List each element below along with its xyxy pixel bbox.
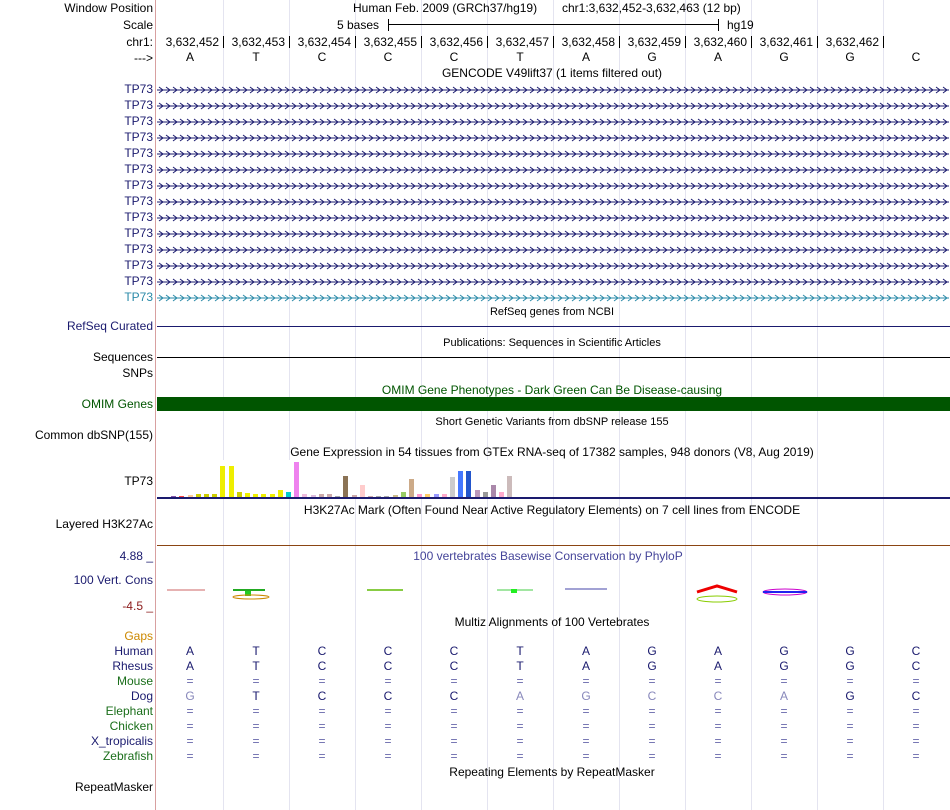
alignment-base: = [384, 704, 392, 718]
gencode-item-label[interactable]: TP73 [124, 242, 153, 256]
alignment-base: A [713, 644, 722, 658]
assembly-title: Human Feb. 2009 (GRCh37/hg19) [353, 1, 538, 15]
alignment-base: T [252, 644, 260, 658]
gencode-item-label[interactable]: TP73 [124, 162, 153, 176]
coord-label: 3,632,456 [429, 35, 483, 49]
alignment-base: = [648, 674, 656, 688]
gencode-item-label[interactable]: TP73 [124, 98, 153, 112]
alignment-base: T [516, 644, 524, 658]
alignment-base: = [846, 749, 854, 763]
scale-bar-right-tick [718, 19, 719, 31]
alignment-base: = [252, 749, 260, 763]
alignment-base: = [648, 749, 656, 763]
label-separator [155, 0, 156, 810]
scale-label: Scale [122, 18, 153, 32]
alignment-base: G [185, 689, 195, 703]
alignment-base: = [384, 674, 392, 688]
transcript-arrows [157, 277, 949, 287]
coord-tick [553, 36, 554, 48]
alignment-base: C [911, 659, 921, 673]
alignment-base: = [318, 704, 326, 718]
refseq-track-title: RefSeq genes from NCBI [489, 306, 615, 318]
reference-base: C [383, 50, 393, 64]
coord-label: 3,632,454 [297, 35, 351, 49]
reference-base: A [581, 50, 590, 64]
coord-label: 3,632,462 [825, 35, 879, 49]
strand-label: ---> [134, 51, 153, 65]
alignment-base: = [648, 704, 656, 718]
coord-label: 3,632,459 [627, 35, 681, 49]
alignment-base: C [449, 644, 459, 658]
alignment-base: = [516, 674, 524, 688]
transcript-arrows [157, 165, 949, 175]
alignment-base: = [912, 734, 920, 748]
alignment-base: = [516, 719, 524, 733]
alignment-base: C [317, 659, 327, 673]
alignment-base: = [186, 674, 194, 688]
gencode-item-label[interactable]: TP73 [124, 178, 153, 192]
gencode-transcript[interactable] [157, 84, 949, 94]
alignment-base: C [383, 659, 393, 673]
alignment-base: = [582, 734, 590, 748]
h3k27ac-track-title: H3K27Ac Mark (Often Found Near Active Regulatory Elements) on 7 cell lines from ENCODE [303, 503, 801, 517]
alignment-base: = [582, 704, 590, 718]
coord-tick [883, 36, 884, 48]
omim-track-title: OMIM Gene Phenotypes - Dark Green Can Be Disease-causing [381, 383, 723, 397]
gtex-tissue-bar[interactable] [229, 466, 234, 498]
rmsk-track-label[interactable]: RepeatMasker [74, 780, 153, 794]
species-label[interactable]: Dog [130, 689, 153, 703]
gencode-transcript[interactable] [157, 148, 949, 158]
coord-tick [751, 36, 752, 48]
alignment-base: C [449, 659, 459, 673]
alignment-base: A [779, 689, 788, 703]
scale-text: 5 bases [337, 18, 380, 32]
cons-track-label[interactable]: 100 Vert. Cons [73, 573, 153, 587]
alignment-base: = [384, 719, 392, 733]
alignment-base: G [845, 644, 855, 658]
alignment-base: = [648, 719, 656, 733]
gtex-gene-line [157, 497, 950, 499]
reference-base: T [516, 50, 524, 64]
h3k27ac-track-label[interactable]: Layered H3K27Ac [55, 517, 153, 531]
reference-base: C [911, 50, 921, 64]
pubs-track-label[interactable]: Sequences [92, 350, 153, 364]
alignment-base: = [318, 674, 326, 688]
alignment-base: = [252, 674, 260, 688]
coord-tick [619, 36, 620, 48]
coord-tick [289, 36, 290, 48]
coord-label: 3,632,460 [693, 35, 747, 49]
gencode-transcript[interactable] [157, 244, 949, 254]
alignment-base: G [581, 689, 591, 703]
scale-bar [388, 24, 718, 25]
alignment-base: G [845, 659, 855, 673]
reference-base: G [779, 50, 789, 64]
pubs-line[interactable] [157, 357, 950, 358]
transcript-arrows [157, 293, 949, 303]
alignment-base: C [647, 689, 657, 703]
gencode-transcript[interactable] [157, 276, 949, 286]
coord-tick [223, 36, 224, 48]
alignment-base: T [252, 659, 260, 673]
reference-base: C [317, 50, 327, 64]
multiz-track-title: Multiz Alignments of 100 Vertebrates [454, 615, 650, 629]
alignment-base: = [846, 719, 854, 733]
transcript-arrows [157, 149, 949, 159]
species-label[interactable]: Rhesus [112, 659, 153, 673]
alignment-base: A [515, 689, 524, 703]
reference-base: C [449, 50, 459, 64]
alignment-base: T [516, 659, 524, 673]
alignment-base: G [647, 644, 657, 658]
gencode-transcript[interactable] [157, 132, 949, 142]
alignment-base: = [780, 704, 788, 718]
transcript-arrows [157, 85, 949, 95]
gtex-tissue-bar[interactable] [409, 479, 414, 498]
alignment-base: = [714, 674, 722, 688]
alignment-base: = [252, 719, 260, 733]
gencode-item-label[interactable]: TP73 [124, 130, 153, 144]
gtex-tissue-bar[interactable] [450, 477, 455, 498]
transcript-arrows [157, 261, 949, 271]
alignment-base: = [714, 734, 722, 748]
alignment-base: = [846, 704, 854, 718]
phylop-score-marks [167, 586, 807, 602]
alignment-base: C [317, 644, 327, 658]
gtex-tissue-bar[interactable] [294, 462, 299, 498]
gencode-item-label[interactable]: TP73 [124, 82, 153, 96]
alignment-base: = [582, 674, 590, 688]
gtex-tissue-bar[interactable] [466, 471, 471, 498]
gencode-track-title: GENCODE V49lift37 (1 items filtered out) [441, 66, 663, 80]
species-label[interactable]: Elephant [105, 704, 153, 718]
transcript-arrows [157, 133, 949, 143]
species-label[interactable]: Human [114, 644, 153, 658]
gtex-track-title: Gene Expression in 54 tissues from GTEx RNA-seq of 17382 samples, 948 donors (V8, Aug 2019) [290, 445, 814, 459]
alignment-base: T [252, 689, 260, 703]
alignment-base: = [384, 749, 392, 763]
alignment-base: C [449, 689, 459, 703]
coord-label: 3,632,452 [165, 35, 219, 49]
gencode-item-label[interactable]: TP73 [124, 114, 153, 128]
cons-min-label: -4.5 _ [122, 599, 153, 613]
alignment-base: G [779, 644, 789, 658]
coord-tick [817, 36, 818, 48]
species-label[interactable]: Zebrafish [102, 749, 153, 763]
alignment-base: G [845, 689, 855, 703]
alignment-base: C [911, 689, 921, 703]
snps-track-label[interactable]: SNPs [122, 366, 153, 380]
transcript-arrows [157, 197, 949, 207]
alignment-base: = [516, 734, 524, 748]
alignment-base: = [780, 749, 788, 763]
coord-tick [355, 36, 356, 48]
gencode-item-label[interactable]: TP73 [124, 274, 153, 288]
alignment-base: A [581, 659, 590, 673]
gencode-item-label[interactable]: TP73 [124, 146, 153, 160]
phylop-plot[interactable] [157, 580, 949, 604]
gencode-transcript[interactable] [157, 228, 949, 238]
alignment-base: = [516, 749, 524, 763]
gencode-transcript[interactable] [157, 292, 949, 302]
chr-label: chr1: [126, 35, 153, 49]
alignment-base: = [714, 749, 722, 763]
alignment-base: = [846, 734, 854, 748]
reference-base: T [252, 50, 260, 64]
alignment-base: = [780, 719, 788, 733]
alignment-base: = [318, 749, 326, 763]
alignment-base: = [318, 719, 326, 733]
alignment-base: = [186, 704, 194, 718]
alignment-base: = [516, 704, 524, 718]
gencode-item-label[interactable]: TP73 [124, 210, 153, 224]
reference-base: G [647, 50, 657, 64]
coord-label: 3,632,458 [561, 35, 615, 49]
alignment-base: = [714, 704, 722, 718]
reference-base: A [185, 50, 194, 64]
alignment-base: G [779, 659, 789, 673]
alignment-base: C [713, 689, 723, 703]
alignment-base: = [582, 719, 590, 733]
alignment-base: = [780, 674, 788, 688]
dbsnp-track-label[interactable]: Common dbSNP(155) [34, 428, 153, 442]
alignment-base: = [252, 734, 260, 748]
alignment-base: A [185, 644, 194, 658]
reference-base: G [845, 50, 855, 64]
alignment-base: A [185, 659, 194, 673]
gencode-transcript[interactable] [157, 196, 949, 206]
gencode-transcript[interactable] [157, 180, 949, 190]
alignment-base: C [383, 689, 393, 703]
gencode-item-label[interactable]: TP73 [124, 258, 153, 272]
alignment-base: C [383, 644, 393, 658]
coord-label: 3,632,461 [759, 35, 813, 49]
position-text: chr1:3,632,452-3,632,463 (12 bp) [562, 1, 741, 15]
transcript-arrows [157, 181, 949, 191]
alignment-base: = [780, 734, 788, 748]
alignment-base: = [450, 704, 458, 718]
gencode-item-label[interactable]: TP73 [124, 194, 153, 208]
omim-gene-bar[interactable] [157, 397, 950, 411]
alignment-base: A [581, 644, 590, 658]
species-label[interactable]: Chicken [109, 719, 153, 733]
transcript-arrows [157, 101, 949, 111]
coord-tick [685, 36, 686, 48]
refseq-track-label[interactable]: RefSeq Curated [66, 319, 153, 333]
gencode-transcript[interactable] [157, 100, 949, 110]
alignment-base: = [252, 704, 260, 718]
db-label: hg19 [727, 18, 754, 32]
omim-track-label[interactable]: OMIM Genes [81, 397, 153, 411]
h3k27ac-baseline [157, 545, 950, 546]
gaps-label[interactable]: Gaps [124, 629, 153, 643]
species-label[interactable]: Mouse [116, 674, 153, 688]
alignment-base: = [186, 734, 194, 748]
refseq-gene-line[interactable] [157, 326, 950, 327]
alignment-base: = [912, 704, 920, 718]
gtex-tissue-bar[interactable] [458, 471, 463, 498]
alignment-base: = [912, 719, 920, 733]
alignment-base: = [384, 734, 392, 748]
alignment-base: = [648, 734, 656, 748]
gtex-expression-chart[interactable] [157, 460, 537, 498]
alignment-base: = [450, 734, 458, 748]
cons-track-title: 100 vertebrates Basewise Conservation by PhyloP [413, 549, 683, 563]
coord-tick [421, 36, 422, 48]
gencode-transcript[interactable] [157, 116, 949, 126]
alignment-base: G [647, 659, 657, 673]
reference-base: A [713, 50, 722, 64]
alignment-base: = [846, 674, 854, 688]
alignment-base: C [317, 689, 327, 703]
gencode-transcript[interactable] [157, 260, 949, 270]
window-position-label: Window Position [64, 1, 153, 15]
coord-tick [487, 36, 488, 48]
alignment-base: A [713, 659, 722, 673]
alignment-base: = [186, 749, 194, 763]
rmsk-track-title: Repeating Elements by RepeatMasker [449, 765, 655, 779]
dbsnp-track-title: Short Genetic Variants from dbSNP release 155 [435, 416, 669, 428]
transcript-arrows [157, 213, 949, 223]
alignment-base: = [450, 674, 458, 688]
alignment-base: C [911, 644, 921, 658]
alignment-base: = [450, 719, 458, 733]
gencode-transcript[interactable] [157, 212, 949, 222]
alignment-base: = [318, 734, 326, 748]
gtex-track-label[interactable]: TP73 [124, 474, 153, 488]
gtex-tissue-bar[interactable] [343, 476, 348, 498]
cons-max-label: 4.88 _ [119, 549, 153, 563]
pubs-track-title: Publications: Sequences in Scientific Articles [443, 337, 661, 349]
scale-bar-left-tick [388, 19, 389, 31]
alignment-base: = [186, 719, 194, 733]
alignment-base: = [450, 749, 458, 763]
gencode-item-label[interactable]: TP73 [124, 290, 153, 304]
transcript-arrows [157, 117, 949, 127]
alignment-base: = [912, 749, 920, 763]
gtex-tissue-bar[interactable] [507, 476, 512, 498]
gencode-transcript[interactable] [157, 164, 949, 174]
species-label[interactable]: X_tropicalis [90, 734, 153, 748]
alignment-base: = [582, 749, 590, 763]
coord-label: 3,632,453 [231, 35, 285, 49]
alignment-base: = [714, 719, 722, 733]
transcript-arrows [157, 245, 949, 255]
gencode-item-label[interactable]: TP73 [124, 226, 153, 240]
gtex-tissue-bar[interactable] [220, 466, 225, 498]
coord-label: 3,632,455 [363, 35, 417, 49]
coord-label: 3,632,457 [495, 35, 549, 49]
alignment-base: = [912, 674, 920, 688]
transcript-arrows [157, 229, 949, 239]
